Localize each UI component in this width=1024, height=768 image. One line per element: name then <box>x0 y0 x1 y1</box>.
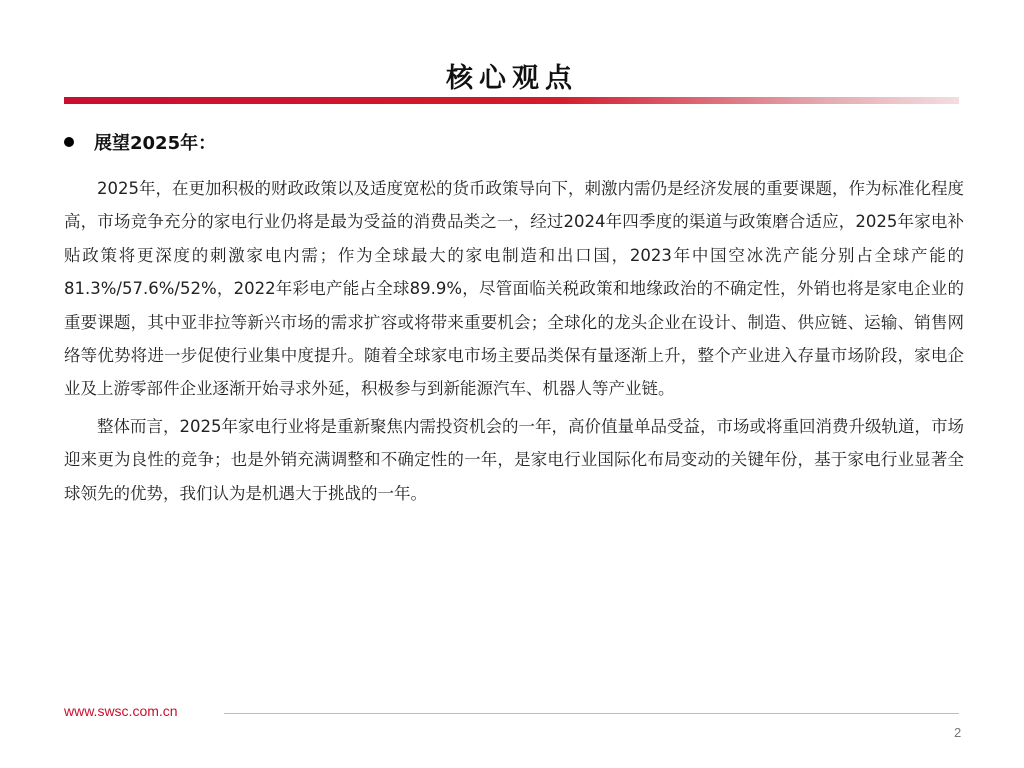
footer-divider <box>224 713 959 714</box>
paragraph-outlook: 2025年，在更加积极的财政政策以及适度宽松的货币政策导向下，刺激内需仍是经济发展的重要课题，作为标准化程度高，市场竞争充分的家电行业仍将是最为受益的消费品类之一，经过2024年四季度的渠道与政策磨合适应，2025年家电补贴政策将更深度的刺激家电内需；作为全球最大的家电制造和出口国，2023年中国空冰洗产能分别占全球产能的81.3%/57.6%/52%，2022年彩电产能占全球89.9%，尽管面临关税政策和地缘政治的不确定性，外销也将是家电企业的重要课题，其中亚非拉等新兴市场的需求扩容或将带来重要机会；全球化的龙头企业在设计、制造、供应链、运输、销售网络等优势将进一步促使行业集中度提升。随着全球家电市场主要品类保有量逐渐上升，整个产业进入存量市场阶段，家电企业及上游零部件企业逐渐开始寻求外延，积极参与到新能源汽车、机器人等产业链。 <box>64 179 964 399</box>
page-title: 核心观点 <box>446 63 578 94</box>
title-divider <box>64 97 959 104</box>
body-text <box>64 172 964 510</box>
section-header <box>64 129 216 155</box>
bullet-icon <box>64 137 74 147</box>
paragraph-summary: 整体而言，2025年家电行业将是重新聚焦内需投资机会的一年，高价值量单品受益，市场或将重回消费升级轨道，市场迎来更为良性的竞争；也是外销充满调整和不确定性的一年，是家电行业国际化布局变动的关键年份，基于家电行业显著全球领先的优势，我们认为是机遇大于挑战的一年。 <box>64 416 964 503</box>
section-heading: 展望2025年： <box>94 133 217 154</box>
footer-website-link[interactable]: www.swsc.com.cn <box>64 703 178 719</box>
page-number: 2 <box>954 725 962 740</box>
